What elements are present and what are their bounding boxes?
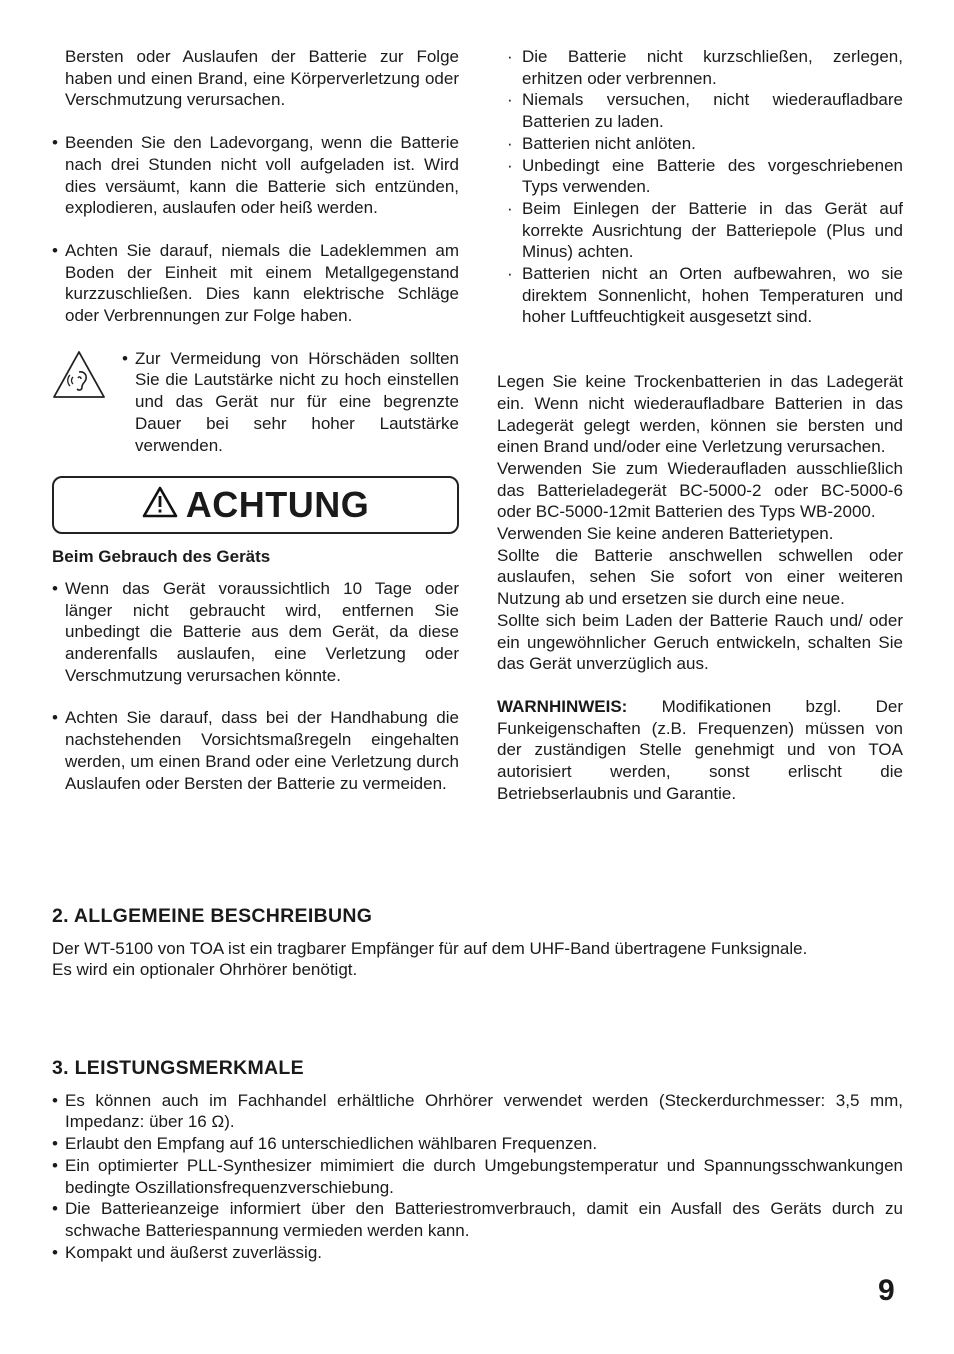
charger-paragraph: Sollte die Batterie anschwellen schwellen oder auslaufen, sehen Sie sofort von einer weiteren Nutzung ab und ersetzen sie durch eine neue. (497, 545, 903, 609)
bullet-charge-stop: • Beenden Sie den Ladevorgang, wenn die Batterie nach drei Stunden nicht voll aufgeladen ist. Wird dies versäumt, kann die Batterie sich entzünden, explodieren, auslaufen oder heiß werden. (52, 132, 459, 219)
section-paragraph: Es wird ein optionaler Ohrhörer benötigt. (52, 960, 358, 980)
right-column (497, 46, 903, 805)
charger-paragraph: Sollte sich beim Laden der Batterie Rauch und/ oder ein ungewöhnlicher Geruch entwickeln, schalten Sie das Gerät unverzüglich aus. (497, 610, 903, 674)
list-item: · Beim Einlegen der Batterie in das Gerät auf korrekte Ausrichtung der Batteriepole (Plus und Minus) achten. (497, 198, 903, 263)
charger-paragraph: Verwenden Sie keine anderen Batterietypen. (497, 524, 834, 544)
hearing-warning-icon (52, 348, 122, 457)
list-item: · Batterien nicht anlöten. (497, 133, 903, 155)
section-general-description (52, 906, 903, 981)
warning-label: WARNHINWEIS: (497, 696, 628, 716)
list-item: • Es können auch im Fachhandel erhältliche Ohrhörer verwendet werden (Steckerdurchmesser: 3,5 mm, Impedanz: über 16 Ω). (52, 1090, 903, 1133)
warning-text: Modifikationen bzgl. Der Funkeigenschaften (z.B. Frequenzen) müssen von der zuständigen Stelle genehmigt und von TOA autorisiert werden, sonst erlischt die Betriebserlaubnis und Garantie. (497, 696, 903, 803)
list-item: · Unbedingt eine Batterie des vorgeschriebenen Typs verwenden. (497, 155, 903, 198)
bullet-storage: • Wenn das Gerät voraussichtlich 10 Tage oder länger nicht gebraucht wird, entfernen Sie unbedingt die Batterie aus dem Gerät, da diese anderenfalls auslaufen, eine Verletzung oder Verschmutzung verursachen könnte. (52, 578, 459, 687)
list-item: · Batterien nicht an Orten aufbewahren, wo sie direktem Sonnenlicht, hohen Temperaturen und hoher Luftfeuchtigkeit ausgesetzt sind. (497, 263, 903, 328)
list-item: • Erlaubt den Empfang auf 16 unterschiedlichen wählbaren Frequenzen. (52, 1133, 903, 1155)
section-paragraph: Der WT-5100 von TOA ist ein tragbarer Empfänger für auf dem UHF-Band übertragene Funksignale. (52, 938, 808, 958)
warning-note (497, 696, 903, 805)
hearing-warning (52, 348, 459, 457)
section-heading: 2. ALLGEMEINE BESCHREIBUNG (52, 905, 373, 927)
section-features (52, 1058, 903, 1263)
warning-triangle-icon (142, 486, 178, 524)
list-item: · Niemals versuchen, nicht wiederaufladbare Batterien zu laden. (497, 89, 903, 132)
page-number: 9 (878, 1274, 895, 1307)
bullet-terminals: • Achten Sie darauf, niemals die Ladeklemmen am Boden der Einheit mit einem Metallgegenstand kurzzuschließen. Dies kann elektrische Schläge oder Verbrennungen zur Folge haben. (52, 240, 459, 327)
list-item: · Die Batterie nicht kurzschließen, zerlegen, erhitzen oder verbrennen. (497, 46, 903, 89)
left-column (52, 46, 459, 794)
list-item: • Kompakt und äußerst zuverlässig. (52, 1242, 903, 1264)
hearing-warning-text: • Zur Vermeidung von Hörschäden sollten Sie die Lautstärke nicht zu hoch einstellen und das Gerät nur für eine begrenzte Dauer bei sehr hoher Lautstärke verwenden. (122, 348, 459, 457)
section-heading: 3. LEISTUNGSMERKMALE (52, 1057, 304, 1079)
caution-title: ACHTUNG (185, 484, 370, 526)
caution-banner (52, 476, 459, 534)
charger-paragraph: Verwenden Sie zum Wiederaufladen ausschließlich das Batterieladegerät BC-5000-2 oder BC-5000-6 oder BC-5000-12mit Batterien des Typs WB-2000. (497, 458, 903, 522)
intro-text: Bersten oder Auslaufen der Batterie zur Folge haben und einen Brand, eine Körperverletzung oder Verschmutzung verursachen. (65, 47, 459, 110)
usage-subheading: Beim Gebrauch des Geräts (52, 547, 271, 567)
list-item: • Die Batterieanzeige informiert über den Batteriestromverbrauch, damit ein Ausfall des Geräts durch zu schwache Batteriespannung vermieden werden kann. (52, 1198, 903, 1241)
bullet-handling: • Achten Sie darauf, dass bei der Handhabung die nachstehenden Vorsichtsmaßregeln eingehalten werden, um einen Brand oder eine Verletzung durch Auslaufen oder Bersten der Batterie zu vermeiden. (52, 707, 459, 794)
list-item: • Ein optimierter PLL-Synthesizer mimimiert die durch Umgebungstemperatur und Spannungsschwankungen bedingte Oszillationsfrequenzverschiebung. (52, 1155, 903, 1198)
charger-paragraph: Legen Sie keine Trockenbatterien in das Ladegerät ein. Wenn nicht wiederaufladbare Batterien in das Ladegerät gelegt werden, können sie bersten und einen Brand und/oder eine Verletzung verursachen. (497, 372, 903, 457)
